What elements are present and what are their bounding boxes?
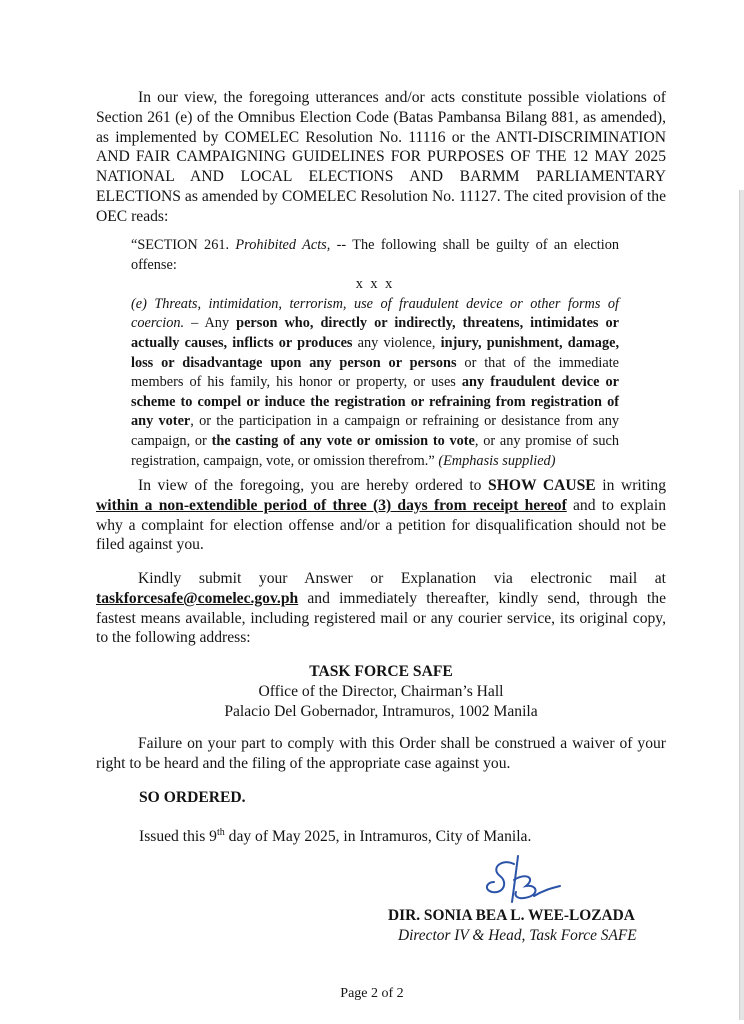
quote-body: (e) Threats, intimidation, terrorism, use of fraudulent device or other forms of coercion. – Any person who, directly or indirectly, threatens, intimidates or actually causes, inflicts or produces any violence, injury, punishment, damage, loss or disadvantage upon any person or persons or that of the immediate members of his family, his honor or property, or uses any fraudulent device or scheme to compel or induce the registration or refraining from registration of any voter, or the participation in a campaign or refraining or desistance from any campaign, or the casting of any vote or omission to vote, or any promise of such registration, campaign, vote, or omission therefrom.” (Emphasis supplied) [131,295,620,469]
signatory-title: Director IV & Head, Task Force SAFE [398,927,637,944]
emphasis-note: (Emphasis supplied) [438,452,556,469]
quoted-provision [131,236,619,471]
paragraph-violations [96,88,666,227]
address-line-1: Office of the Director, Chairman’s Hall [258,682,504,700]
so-ordered: SO ORDERED. [139,789,246,806]
paragraph-text: In our view, the foregoing utterances and/or acts constitute possible violations of Section 261 (e) of the Omnibus Election Code (Batas Pambansa Bilang 881, as amended), as implemented by COMELEC Resolution No. 11116 or the ANTI-DISCRIMINATION AND FAIR CAMPAIGNING GUIDELINES FOR PURPOSES OF THE 12 MAY 2025 NATIONAL AND LOCAL ELECTIONS AND BARMM PARLIAMENTARY ELECTIONS as amended by COMELEC Resolution No. 11127. The cited provision of the OEC reads: [96,89,666,225]
issued-line: Issued this 9th day of May 2025, in Intramuros, City of Manila. [139,827,532,846]
show-cause-text: SHOW CAUSE [488,477,596,494]
paragraph-show-cause: In view of the foregoing, you are hereby ordered to SHOW CAUSE in writing within a non-extendible period of three (3) days from receipt hereof and to explain why a complaint for election offense and/or a petition for disqualification should not be filed against you. [96,477,667,554]
quote-intro: “SECTION 261. Prohibited Acts, -- The following shall be guilty of an election offense: [131,237,619,273]
deadline-text: within a non-extendible period of three (3) days from receipt hereof [96,496,567,514]
scrollbar[interactable] [739,190,744,1020]
address-name: TASK FORCE SAFE [309,663,453,680]
signature-icon [474,852,564,912]
address-block [96,662,666,721]
quote-separator: x x x [355,276,395,293]
address-line-2: Palacio Del Gobernador, Intramuros, 1002 Manila [224,702,538,720]
signatory-name: DIR. SONIA BEA L. WEE-LOZADA [388,907,635,924]
paragraph-failure: Failure on your part to comply with this Order shall be construed a waiver of your right to be heard and the filing of the appropriate case against you. [96,735,666,772]
paragraph-submit: Kindly submit your Answer or Explanation via electronic mail at taskforcesafe@comelec.gov.ph and immediately thereafter, kindly send, through the fastest means available, including registered mail or any courier service, its original copy, to the following address: [96,570,666,647]
email-link[interactable]: taskforcesafe@comelec.gov.ph [96,589,299,607]
page-number: Page 2 of 2 [340,986,404,1001]
